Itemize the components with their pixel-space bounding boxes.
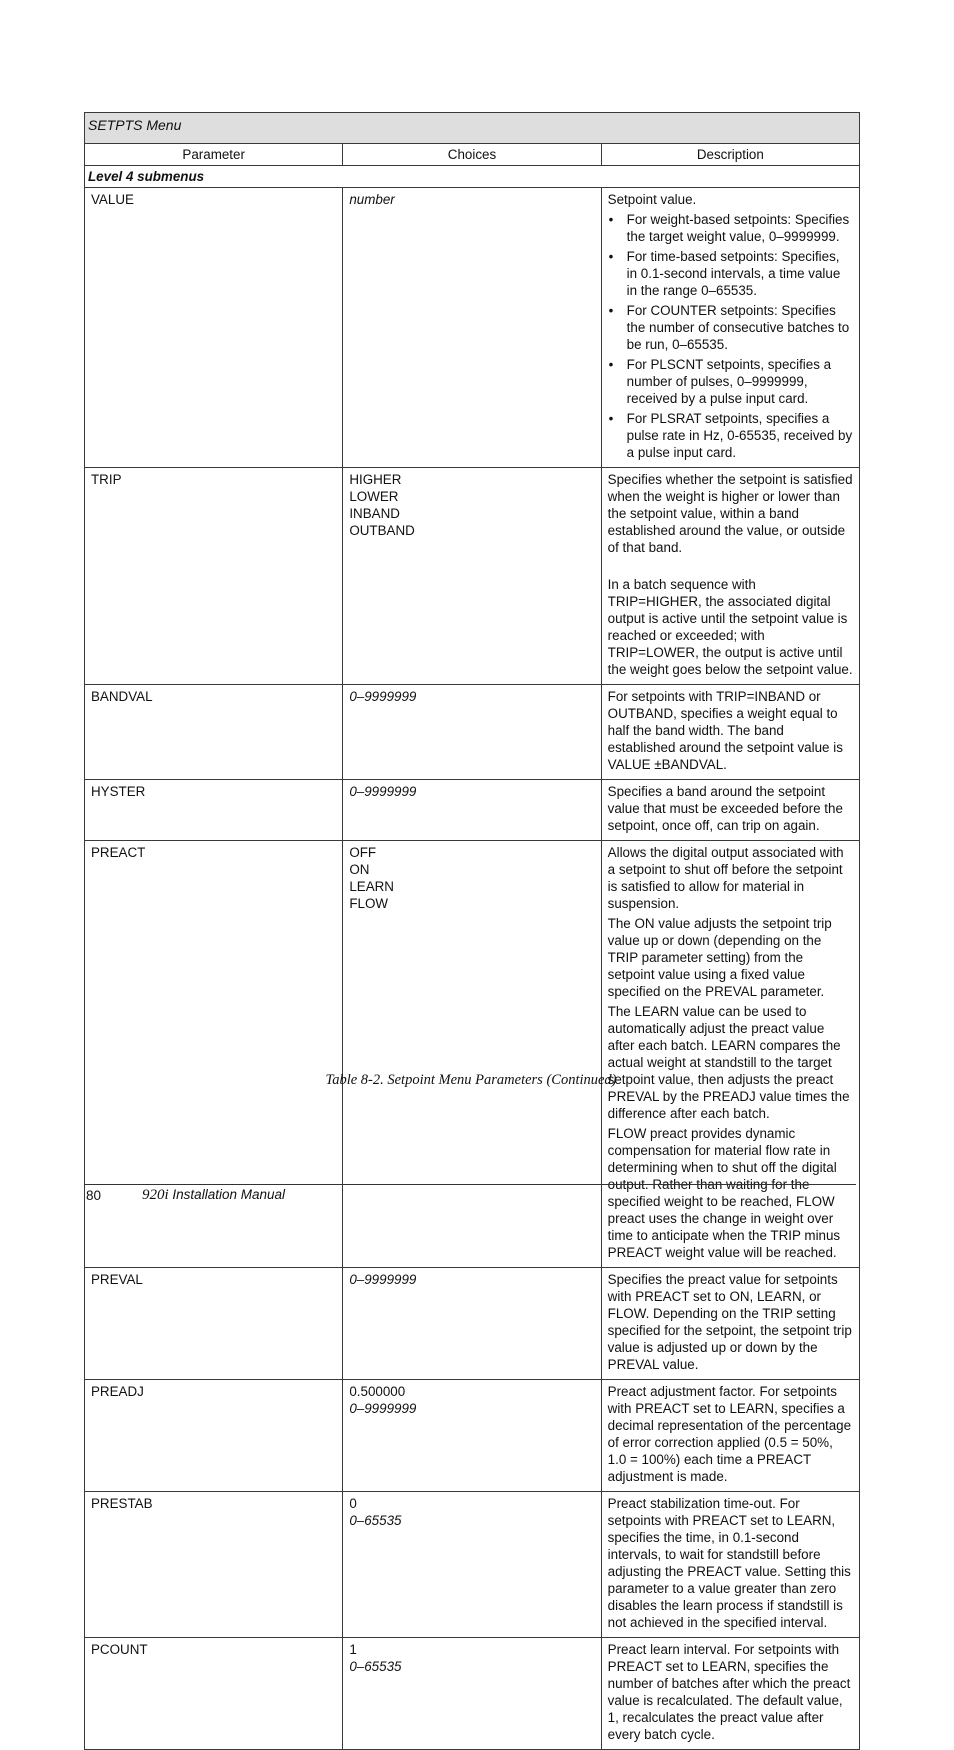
parameter-cell: VALUE — [85, 188, 343, 468]
table-row — [85, 1638, 860, 1750]
parameter-cell: TRIP — [85, 468, 343, 685]
description-text: Specifies a band around the setpoint value that must be exceeded before the setpoint, once off, can trip on again. — [607, 784, 843, 833]
description-text: For setpoints with TRIP=INBAND or OUTBAND, specifies a weight equal to half the band width. The band established around the setpoint value is VALUE ±BANDVAL. — [607, 689, 843, 772]
description-text: The ON value adjusts the setpoint trip value up or down (depending on the TRIP parameter setting) from the setpoint value using a fixed value specified on the PREVAL parameter. — [607, 916, 832, 999]
manual-title — [142, 1187, 285, 1204]
parameter-cell: PREACT — [85, 841, 343, 1268]
choice-value: LOWER — [349, 489, 399, 504]
model-name: 920i — [142, 1187, 169, 1203]
parameter-cell: BANDVAL — [85, 685, 343, 780]
description-text: Preact stabilization time-out. For setpoints with PREACT set to LEARN, specifies the time, in 0.1-second intervals, to wait for standstill before adjusting the PREACT value. Setting this parameter to a value greater than zero disables the learn process if standstill is not achieved in the specified interval. — [607, 1496, 851, 1630]
choice-value: LEARN — [349, 879, 394, 894]
description-text: The LEARN value can be used to automatically adjust the preact value after each batch. LEARN compares the actual weight at standstill to the target setpoint value, then adjusts the preact PREVAL by the PREADJ value times the difference after each batch. — [607, 1004, 850, 1121]
choice-value: HIGHER — [349, 472, 402, 487]
choices-cell — [343, 1380, 601, 1492]
column-header-choices: Choices — [343, 144, 601, 166]
setpoint-menu-table — [84, 112, 860, 1750]
description-text: Setpoint value. — [607, 192, 697, 207]
description-text: In a batch sequence with TRIP=HIGHER, the associated digital output is active until the setpoint value is reached or exceeded; with TRIP=LOWER, the output is active until the weight goes below the setpoint value. — [607, 577, 853, 677]
menu-title: SETPTS Menu — [85, 113, 860, 144]
column-header-row — [85, 144, 860, 166]
choices-cell — [343, 1492, 601, 1638]
choices-cell — [343, 188, 601, 468]
choices-cell — [343, 685, 601, 780]
description-text: Allows the digital output associated with a setpoint to shut off before the setpoint is satisfied to allow for material in suspension. — [607, 845, 844, 911]
description-text: Preact adjustment factor. For setpoints with PREACT set to LEARN, specifies a decimal representation of the percentage of error correction applied (0.5 = 50%, 1.0 = 100%) each time a PREACT adjustment is made. — [607, 1384, 852, 1484]
choice-value: ON — [349, 862, 370, 877]
description-text: FLOW preact provides dynamic compensation for material flow rate in determining when to shut off the digital output. Rather than waiting for the specified weight to be reached, FLOW preact uses the change in weight over time to anticipate when the TRIP minus PREACT weight value will be reached. — [607, 1126, 841, 1260]
list-item: • For PLSCNT setpoints, specifies a number of pulses, 0–9999999, received by a pulse input card. — [608, 356, 853, 407]
choice-value: 0–9999999 — [349, 689, 417, 704]
table-row — [85, 780, 860, 841]
description-cell — [601, 468, 859, 685]
choice-value: OUTBAND — [349, 523, 415, 538]
choices-cell — [343, 1268, 601, 1380]
parameter-cell: PREVAL — [85, 1268, 343, 1380]
table-row — [85, 188, 860, 468]
description-text: Specifies the preact value for setpoints with PREACT set to ON, LEARN, or FLOW. Depending on the TRIP setting specified for the setpoint, the setpoint trip value is adjusted up or down by the PREVAL value. — [607, 1272, 852, 1372]
parameter-cell: PCOUNT — [85, 1638, 343, 1750]
choice-value: 0–9999999 — [349, 1272, 417, 1287]
description-cell — [601, 780, 859, 841]
choice-default-value: 0.500000 — [349, 1384, 406, 1399]
table-caption: Table 8-2. Setpoint Menu Parameters (Continued) — [325, 1072, 617, 1088]
description-text: Specifies whether the setpoint is satisfied when the weight is higher or lower than the setpoint value, within a band established around the value, or outside of that band. — [607, 472, 853, 555]
choices-cell — [343, 780, 601, 841]
parameter-cell: HYSTER — [85, 780, 343, 841]
description-cell — [601, 1268, 859, 1380]
choice-range: 0–65535 — [349, 1659, 402, 1674]
page-number: 80 — [86, 1188, 102, 1203]
description-bullet-list — [608, 211, 853, 461]
table-row — [85, 685, 860, 780]
submenu-label: Level 4 submenus — [85, 166, 860, 188]
choice-value: OFF — [349, 845, 377, 860]
description-cell — [601, 1492, 859, 1638]
description-cell — [601, 841, 859, 1268]
choices-cell — [343, 1638, 601, 1750]
choices-cell — [343, 841, 601, 1268]
description-cell — [601, 1638, 859, 1750]
choice-default-value: 1 — [349, 1642, 357, 1657]
table-row — [85, 468, 860, 685]
choice-default-value: 0 — [349, 1496, 357, 1511]
description-text: Preact learn interval. For setpoints with PREACT set to LEARN, specifies the number of batches after which the preact value is recalculated. The default value, 1, recalculates the preact value after every batch cycle. — [607, 1642, 851, 1742]
choice-value: INBAND — [349, 506, 400, 521]
table-row — [85, 1380, 860, 1492]
column-header-description: Description — [601, 144, 859, 166]
manual-title-text: Installation Manual — [168, 1187, 285, 1202]
choice-value: FLOW — [349, 896, 389, 911]
choice-range: 0–9999999 — [349, 1401, 417, 1416]
parameter-cell: PRESTAB — [85, 1492, 343, 1638]
description-cell — [601, 1380, 859, 1492]
list-item: • For PLSRAT setpoints, specifies a pulse rate in Hz, 0-65535, received by a pulse input card. — [608, 410, 853, 461]
table-row — [85, 1492, 860, 1638]
list-item: • For COUNTER setpoints: Specifies the number of consecutive batches to be run, 0–65535. — [608, 302, 853, 353]
table-row — [85, 1268, 860, 1380]
choices-cell — [343, 468, 601, 685]
column-header-parameter: Parameter — [85, 144, 343, 166]
choice-value: 0–9999999 — [349, 784, 417, 799]
parameter-cell: PREADJ — [85, 1380, 343, 1492]
footer-divider — [84, 1184, 856, 1185]
list-item: • For time-based setpoints: Specifies, in 0.1-second intervals, a time value in the range 0–65535. — [608, 248, 853, 299]
description-cell — [601, 188, 859, 468]
list-item: • For weight-based setpoints: Specifies the target weight value, 0–9999999. — [608, 211, 853, 245]
description-cell — [601, 685, 859, 780]
choice-value: number — [349, 192, 395, 207]
choice-range: 0–65535 — [349, 1513, 402, 1528]
